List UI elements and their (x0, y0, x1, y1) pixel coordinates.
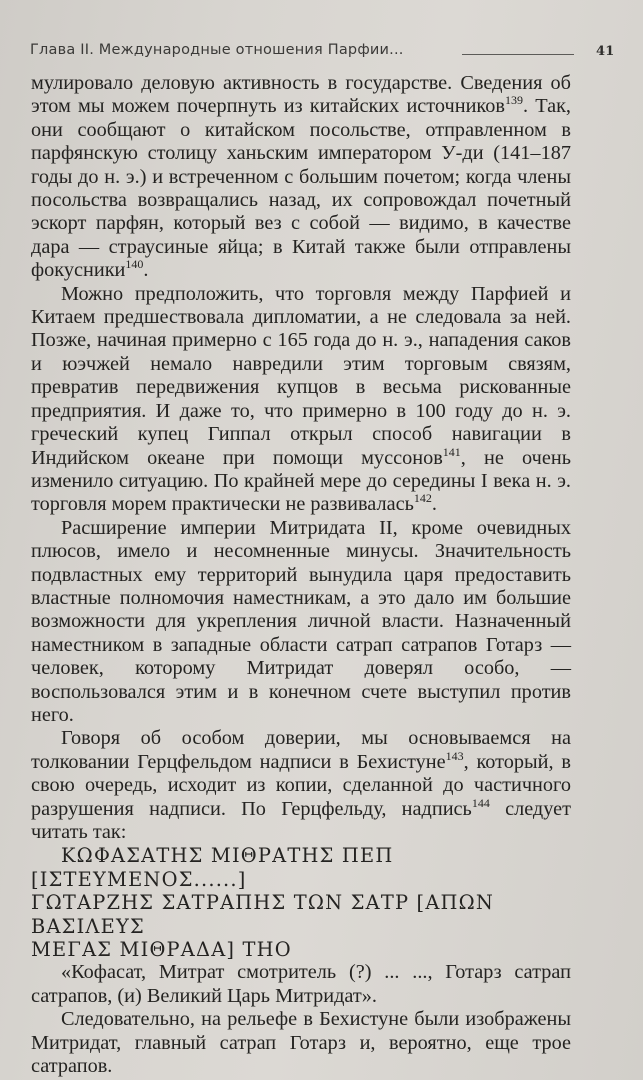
body-text (31, 72, 571, 1078)
greek-inscription-line-1: ΚΩΦΑΣΑΤΗΣ ΜΙΘΡΑΤΗΣ ΠΕΠ [ΙΣΤΕΥΜΕΝΟΣ......] (31, 844, 394, 891)
text-run: . (431, 493, 437, 516)
footnote-ref-141: 141 (442, 444, 461, 459)
translation-paragraph: «Кофасат, Митрат смотритель (?) ... ..., Готарз сатрап сатрапов, (и) Великий Царь Митридат». (31, 961, 571, 1007)
text-run: . (143, 259, 149, 282)
footnote-ref-142: 142 (413, 491, 432, 506)
footnote-ref-144: 144 (471, 795, 490, 810)
conclusion-paragraph: Следовательно, на рельефе в Бехистуне были изображены Митридат, главный сатрап Готарз и, вероятно, еще трое сатрапов. (31, 1008, 571, 1078)
footnote-ref-139: 139 (504, 93, 523, 108)
footnote-ref-140: 140 (125, 257, 144, 272)
text-run: следует читать так: (31, 797, 571, 843)
paragraph-2 (31, 283, 571, 517)
text-run: , который, в свою очередь, исходит из копии, сделанной до частичного разрушения надписи. По Герцфельду, надпись (31, 750, 571, 820)
text-run: Говоря об особом доверии, мы основываемся на толковании Герцфельдом надписи в Бехистуне (31, 727, 571, 773)
paragraph-4 (31, 727, 571, 844)
running-header (30, 42, 615, 64)
page-number: 41 (596, 44, 615, 59)
header-rule (462, 54, 574, 55)
text-run: мулировало деловую активность в государстве. Сведения об этом мы можем почерпнуть из китайских источников (31, 72, 571, 118)
footnote-ref-143: 143 (445, 749, 464, 764)
greek-inscription-line-2: ΓΩΤΑΡΖΗΣ ΣΑΤΡΑΠΗΣ ΤΩΝ ΣΑΤΡ [ΑΠΩΝ ΒΑΣΙΛΕΥΣ (31, 891, 495, 938)
chapter-title: Глава II. Международные отношения Парфии... (30, 42, 404, 58)
greek-inscription-line-3: ΜΕΓΑΣ ΜΙΘΡΑΔΑ] ΤΗΟ (31, 938, 292, 962)
text-run: Расширение империи Митридата II, кроме очевидных плюсов, имело и несомненные минусы. Значительность подвластных ему территорий вынудила царя предоставить властные полномочия наместникам, а это дало им большие возможности для укрепления личной власти. Назначенный наместником в западные области сатрап сатрапов Готарз — человек, которому Митридат доверял особо, — воспользовался этим и в конечном счете выступил против него. (31, 516, 571, 726)
paragraph-1 (31, 72, 571, 283)
text-run: , не очень изменило ситуацию. По крайней мере до середины I века н. э. торговля морем практически не развивалась (31, 446, 571, 516)
text-run: Можно предположить, что торговля между Парфией и Китаем предшествовала дипломатии, а не следовала за ней. Позже, начиная примерно с 165 года до н. э., нападения саков и юэчжей немало навредили этим торговым связям, превратив передвижения купцов в весьма рискованные предприятия. И даже то, что примерно в 100 году до н. э. греческий купец Гиппал открыл способ навигации в Индийском океане при помощи муссонов (31, 282, 571, 469)
paragraph-3 (31, 517, 571, 728)
text-run: . Так, они сообщают о китайском посольстве, отправленном в парфянскую столицу ханьским императором У-ди (141–187 годы до н. э.) и встреченном с большим почетом; когда члены посольства возвращались назад, их сопровождал почетный эскорт парфян, который вез с собой — видимо, в качестве дара — страусиные яйца; в Китай также были отправлены фокусники (31, 95, 571, 282)
